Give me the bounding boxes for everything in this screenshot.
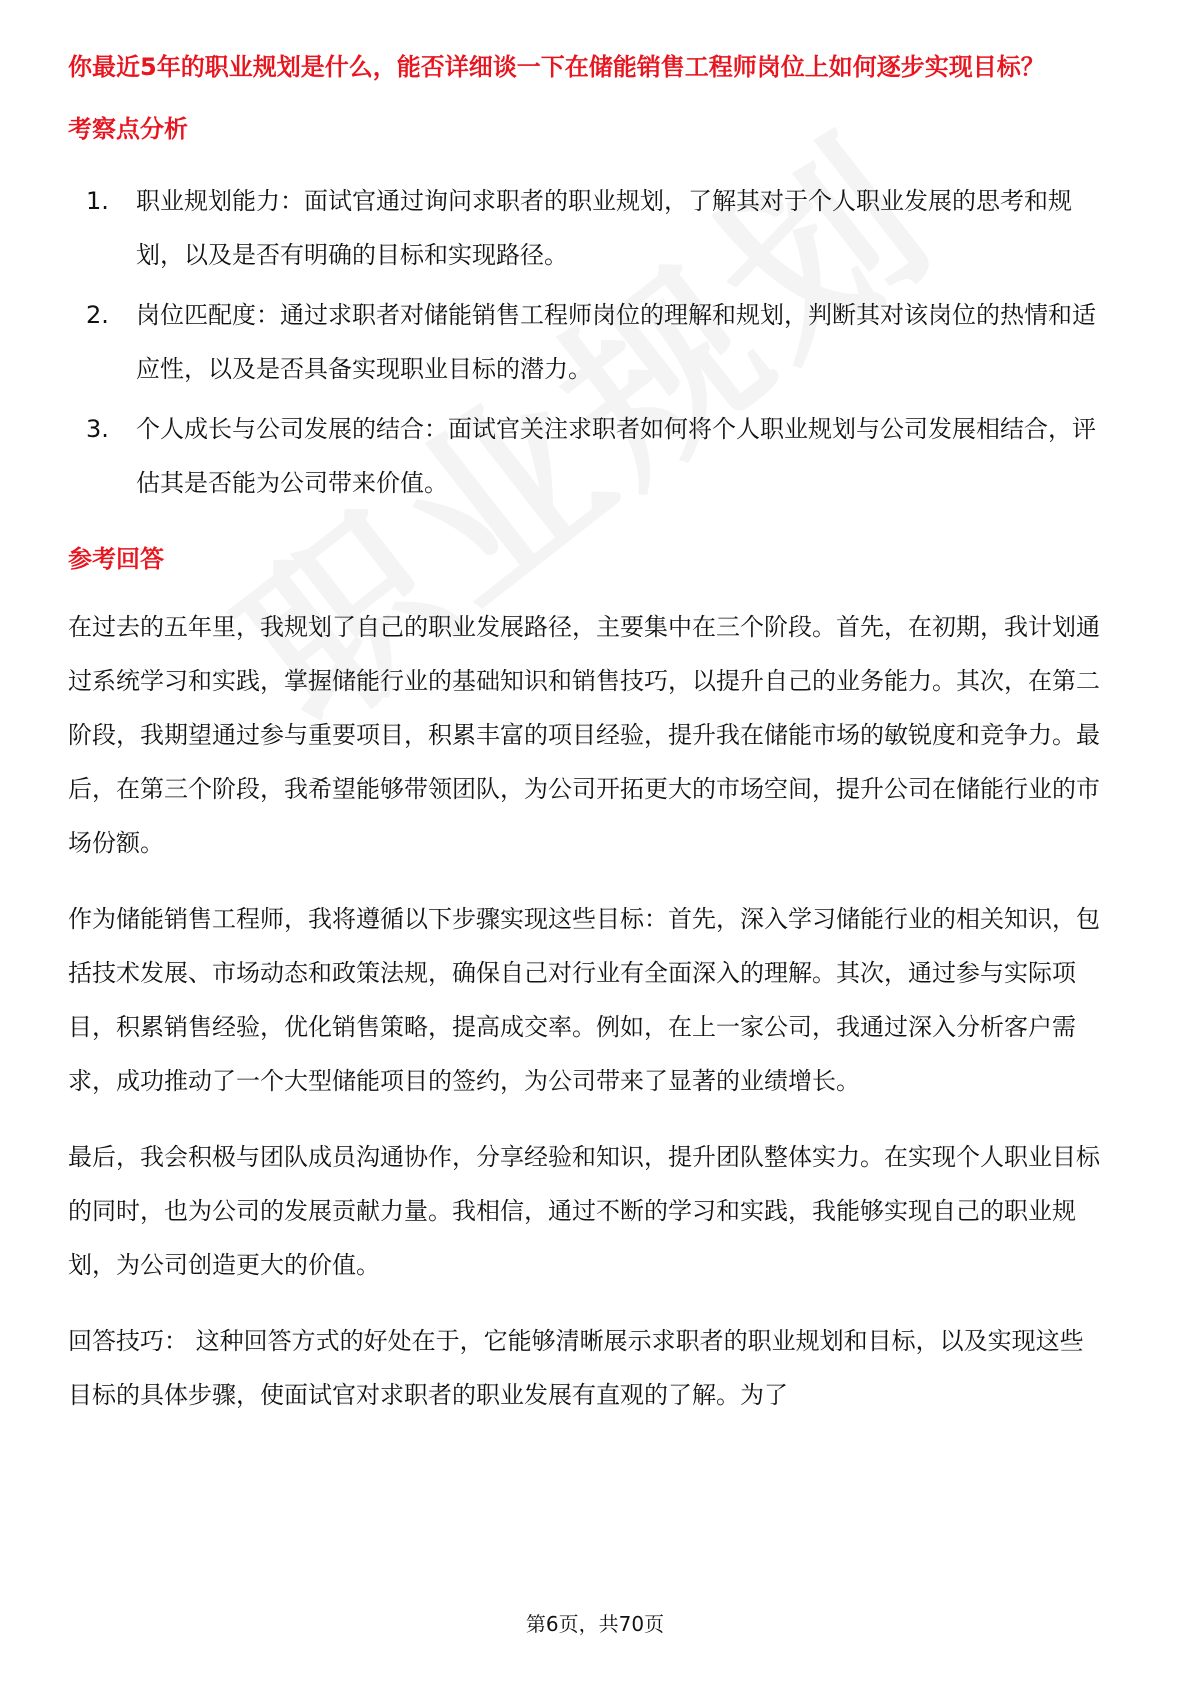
answer-paragraph: 在过去的五年里，我规划了自己的职业发展路径，主要集中在三个阶段。首先，在初期，我计划通过系统学习和实践，掌握储能行业的基础知识和销售技巧，以提升自己的业务能力。其次，在第二阶段，我期望通过参与重要项目，积累丰富的项目经验，提升我在储能市场的敏锐度和竞争力。最后，在第三个阶段，我希望能够带领团队，为公司开拓更大的市场空间，提升公司在储能行业的市场份额。 <box>68 613 1100 857</box>
answer-paragraph: 最后，我会积极与团队成员沟通协作，分享经验和知识，提升团队整体实力。在实现个人职业目标的同时，也为公司的发展贡献力量。我相信，通过不断的学习和实践，我能够实现自己的职业规划，为公司创造更大的价值。 <box>68 1143 1100 1279</box>
list-item <box>68 174 1128 282</box>
list-item-number: 3. <box>86 415 109 443</box>
analysis-list <box>68 174 1128 510</box>
answer-tips-paragraph: 回答技巧： 这种回答方式的好处在于，它能够清晰展示求职者的职业规划和目标，以及实现这些目标的具体步骤，使面试官对求职者的职业发展有直观的了解。为了 <box>68 1327 1084 1409</box>
list-item-number: 2. <box>86 301 109 329</box>
page-number-footer: 第6页，共70页 <box>525 1612 665 1636</box>
list-item-text: 岗位匹配度：通过求职者对储能销售工程师岗位的理解和规划，判断其对该岗位的热情和适应性，以及是否具备实现职业目标的潜力。 <box>136 301 1096 383</box>
list-item-text: 个人成长与公司发展的结合：面试官关注求职者如何将个人职业规划与公司发展相结合，评估其是否能为公司带来价值。 <box>136 415 1096 497</box>
list-item <box>68 288 1128 396</box>
answer-paragraph: 作为储能销售工程师，我将遵循以下步骤实现这些目标：首先，深入学习储能行业的相关知识，包括技术发展、市场动态和政策法规，确保自己对行业有全面深入的理解。其次，通过参与实际项目，积累销售经验，优化销售策略，提高成交率。例如，在上一家公司，我通过深入分析客户需求，成功推动了一个大型储能项目的签约，为公司带来了显著的业绩增长。 <box>68 905 1100 1095</box>
document-page <box>68 48 1128 1422</box>
list-item-text: 职业规划能力：面试官通过询问求职者的职业规划，了解其对于个人职业发展的思考和规划，以及是否有明确的目标和实现路径。 <box>136 187 1072 269</box>
list-item-number: 1. <box>86 187 109 215</box>
list-item <box>68 402 1128 510</box>
question-title: 你最近5年的职业规划是什么，能否详细谈一下在储能销售工程师岗位上如何逐步实现目标？ <box>68 53 1045 81</box>
analysis-heading: 考察点分析 <box>68 115 188 143</box>
answer-heading: 参考回答 <box>68 545 164 573</box>
